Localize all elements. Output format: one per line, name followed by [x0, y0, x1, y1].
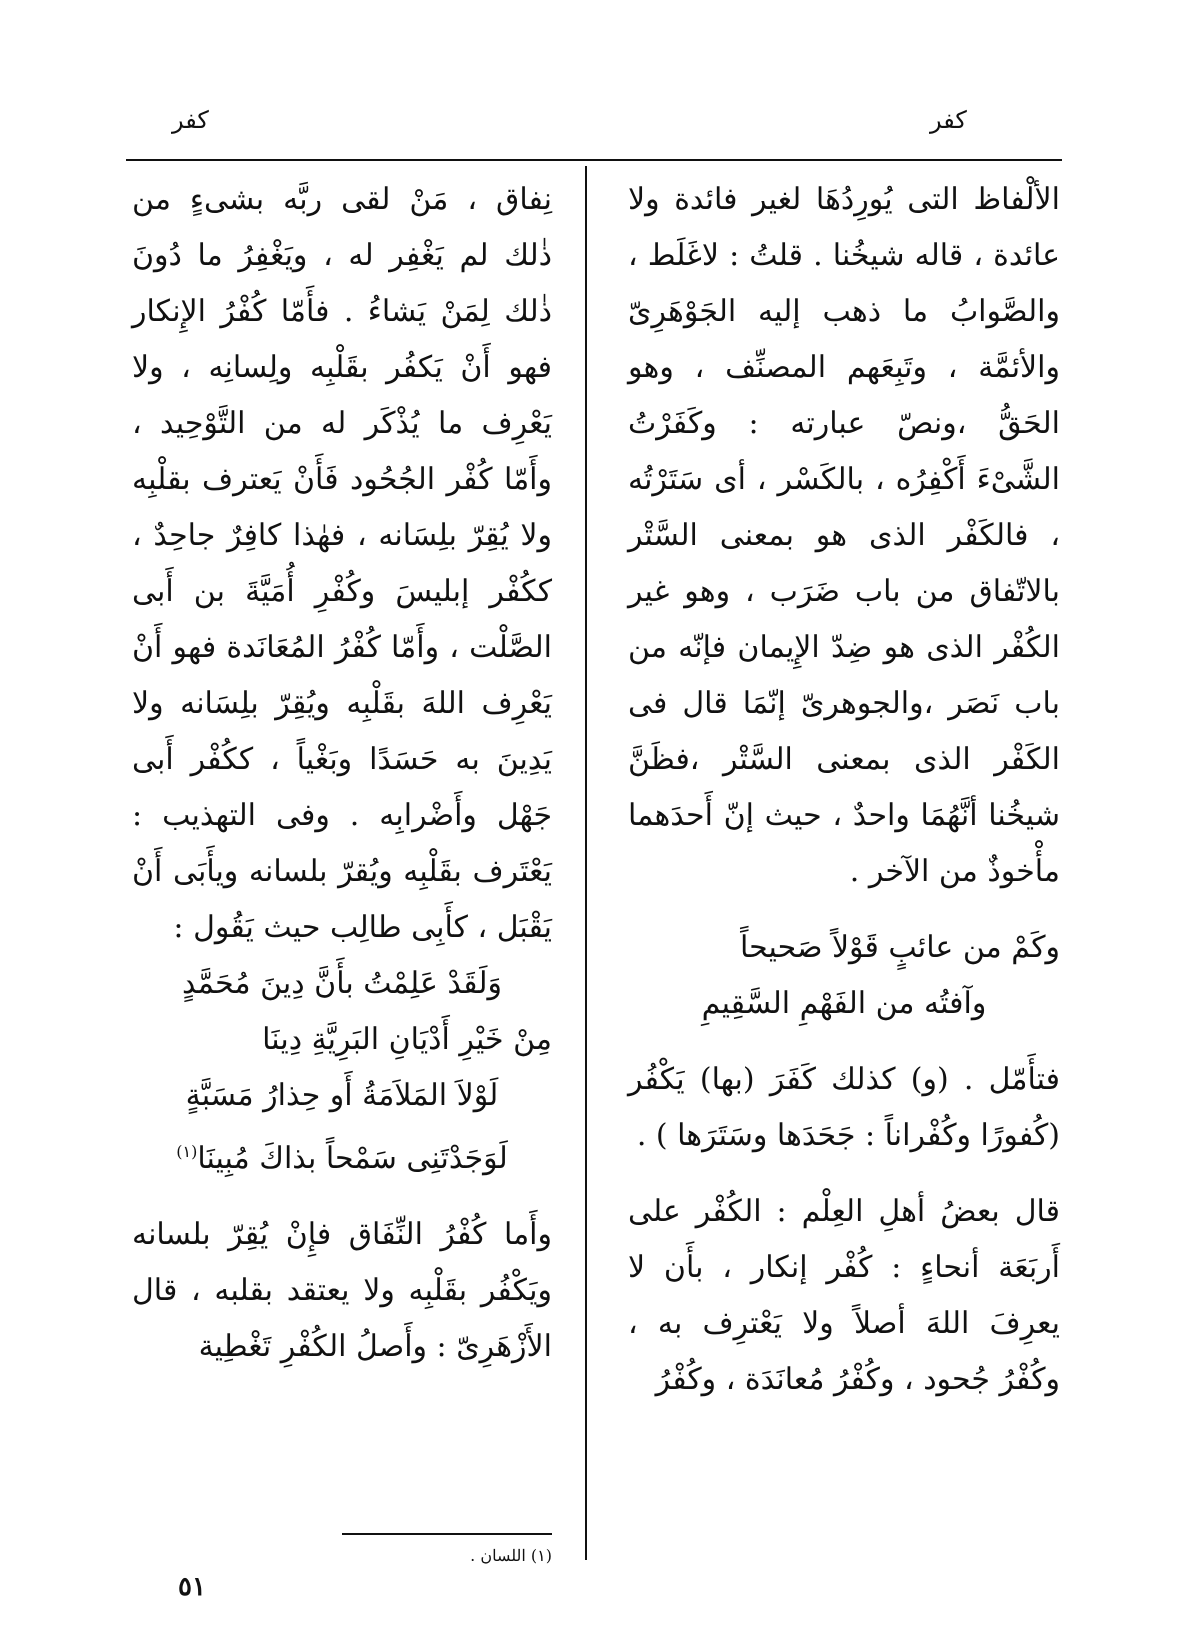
right-paragraph-2: فتأَمّل . (و) كذلك كَفَرَ (بها) يَكْفُر (كُفورًا وكُفْراناً : جَحَدَها وسَتَرَها ) .: [628, 1062, 1060, 1153]
running-header-left: كفر: [172, 106, 209, 134]
verse-text: لَوَجَدْتَنِى سَمْحاً بذاكَ مُبِينَا: [197, 1141, 508, 1176]
left-paragraph-1: نِفاق ، مَنْ لقى ربَّه بشىءٍ من ذٰلك لم يَغْفِر له ، ويَغْفِرُ ما دُونَ ذٰلك لِمَنْ يَشاءُ . فأَمّا كُفْرُ الإِنكار فهو أَنْ يَكفُر بقَلْبِه ولِسانِه ، ولا يَعْرِف ما يُذْكَر له من التَّوْحِيد ، وأَمّا كُفْر الجُحُود فَأَنْ يَعترف بقلْبِه ولا يُقِرّ بلِسَانه ، فهٰذا كافِرٌ جاحِدٌ ، ككُفْر إبليسَ وكُفْرِ أُمَيَّةَ بن أَبى الصَّلْت ، وأَمّا كُفْرُ المُعَانَدة فهو أَنْ يَعْرِف اللهَ بقَلْبِه ويُقِرّ بلِسَانه ولا يَدِينَ به حَسَدًا وبَغْياً ، ككُفْر أَبى جَهْل وأَضْرابِه . وفى التهذيب : يَعْتَرف بقَلْبِه ويُقرّ بلسانه ويأَبَى أَنْ يَقْبَل ، كأَبِى طالِب حيث يَقُول :: [132, 182, 552, 945]
right-column: [628, 172, 1060, 1408]
column-divider: [585, 166, 587, 1560]
right-paragraph-3: قال بعضُ أهلِ العِلْم : الكُفْر على أَربَعَة أنحاءٍ : كُفْر إنكار ، بأَن لا يعرِفَ اللهَ أصلاً ولا يَعْترِف به ، وكُفْرُ جُحود ، وكُفْرُ مُعانَدَة ، وكُفْرُ: [628, 1194, 1060, 1397]
page-number: ٥١: [178, 1572, 206, 1602]
right-verse-line-2: وآفتُه من الفَهْمِ السَّقِيمِ: [701, 986, 987, 1021]
left-paragraph-2: وأَما كُفْرُ النِّفَاق فإِنْ يُقِرّ بلسانه ويَكْفُر بقَلْبِه ولا يعتقد بقلبه ، قال الأَزْهَرِىّ : وأَصلُ الكُفْرِ تَغْطِية: [132, 1217, 552, 1364]
footnote: (١) اللسان .: [470, 1546, 552, 1565]
left-verse-line-1: وَلَقَدْ عَلِمْتُ بأَنَّ دِينَ مُحَمَّدٍ: [182, 966, 502, 1001]
right-verse-line-1: وكَمْ من عائبٍ قَوْلاً صَحيحاً: [740, 930, 1060, 965]
left-verse-line-2: مِنْ خَيْرِ أَدْيَانِ البَرِيَّةِ دِينَا: [262, 1022, 552, 1057]
running-header-right: كفر: [930, 106, 967, 134]
left-verse-line-4: [132, 1124, 552, 1187]
header-rule: [126, 159, 1062, 161]
right-paragraph-1: الألْفاظ التى يُورِدُهَا لغير فائدة ولا عائدة ، قاله شيخُنا . قلتُ : لاغَلَط ، والصَّوابُ ما ذهب إليه الجَوْهَرِىّ والأئمَّة ، وتَبِعَهم المصنِّف ، وهو الحَقُّ ،ونصّ عبارته : وكَفَرْتُ الشَّىْءَ أَكْفِرُه ، بالكَسْر ، أى سَتَرْتُه ، فالكَفْر الذى هو بمعنى السَّتْر بالاتّفاق من باب ضَرَب ، وهو غير الكُفْر الذى هو ضِدّ الإِيمان فإنّه من باب نَصَر ،والجوهرىّ إنّمَا قال فى الكَفْر الذى بمعنى السَّتْر ،فظَنَّ شيخُنا أنَّهُمَا واحدٌ ، حيث إنّ أَحدَهما مأْخوذٌ من الآخر .: [628, 182, 1060, 889]
footnote-marker: (١): [176, 1142, 198, 1161]
left-column: [132, 172, 552, 1375]
footnote-rule: [342, 1533, 552, 1535]
left-verse-line-3: لَوْلاَ المَلاَمَةُ أَو حِذارُ مَسَبَّةٍ: [185, 1078, 499, 1113]
